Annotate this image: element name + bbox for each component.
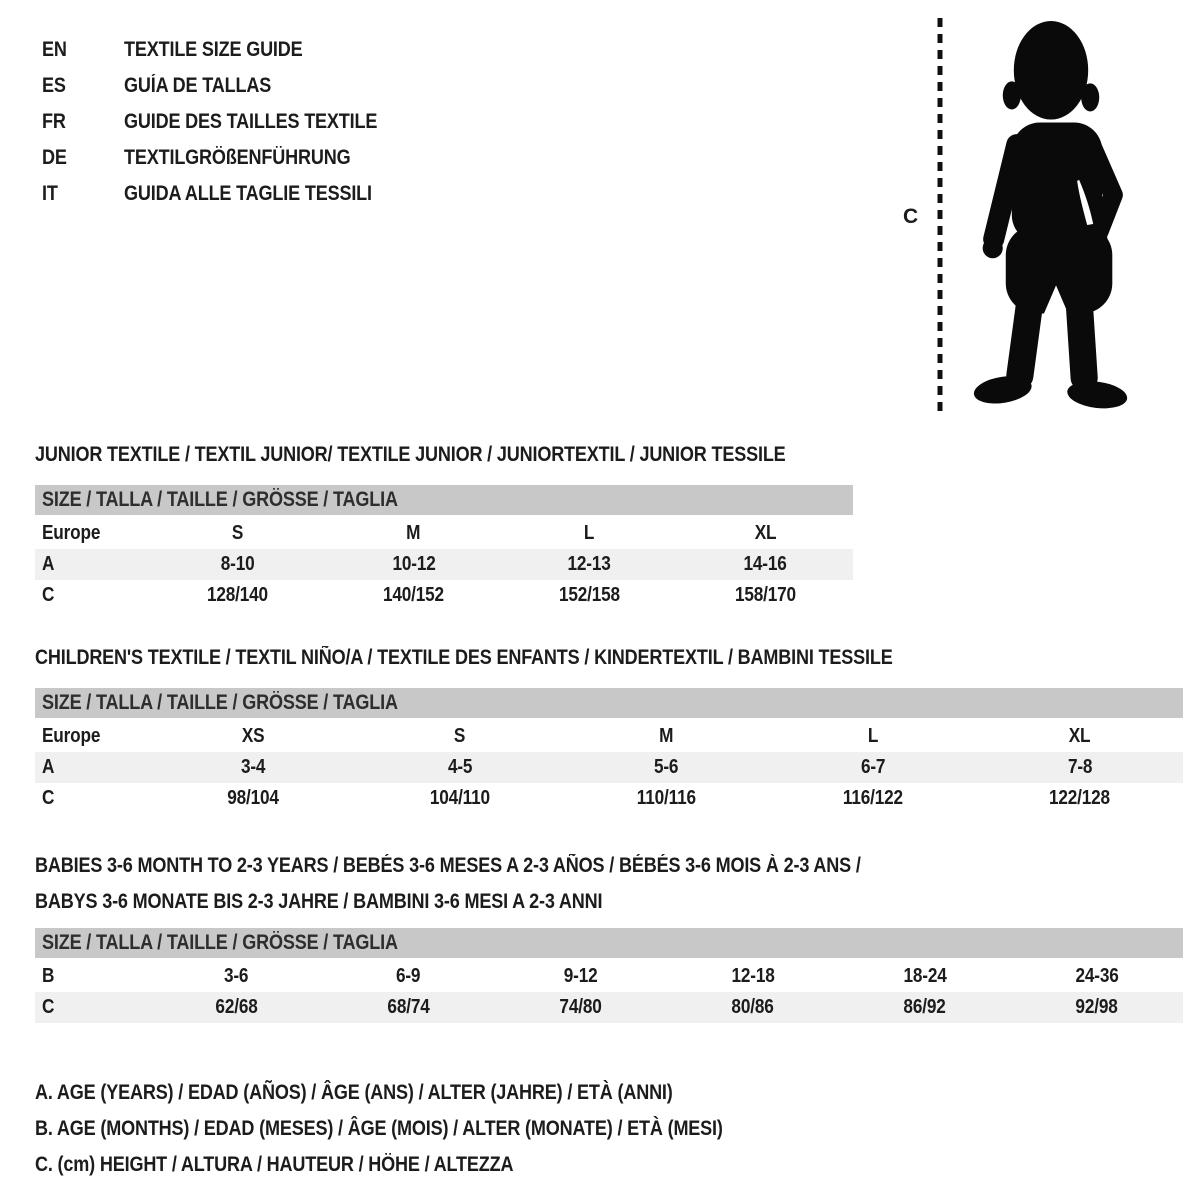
row-label: Europe xyxy=(42,522,101,544)
cell-value: 110/116 xyxy=(636,787,697,809)
legend-line-a xyxy=(35,1075,1183,1111)
cell-value: XL xyxy=(754,522,776,544)
row-label: C xyxy=(42,787,55,809)
size-table-children xyxy=(35,721,1183,814)
cell-value: 12-18 xyxy=(731,965,775,987)
cell-value: 122/128 xyxy=(1049,787,1111,809)
measure-label-c: C xyxy=(903,205,919,228)
section-title-line2 xyxy=(35,884,1183,920)
cell-value: 5-6 xyxy=(654,756,679,778)
table-row xyxy=(35,992,1183,1023)
table-cell xyxy=(563,787,770,810)
table-cell xyxy=(770,725,977,748)
cell-value: 9-12 xyxy=(563,965,598,987)
size-header-bar xyxy=(35,485,853,515)
table-row xyxy=(35,549,853,580)
table-cell xyxy=(326,522,502,545)
table-cell xyxy=(322,965,494,988)
table-cell xyxy=(976,756,1183,779)
cell-value: 14-16 xyxy=(743,553,787,575)
cell-value: 80/86 xyxy=(731,996,774,1018)
cell-value: 3-6 xyxy=(223,965,249,987)
table-row xyxy=(35,518,853,549)
cell-value: 24-36 xyxy=(1075,965,1119,987)
legend-line-c xyxy=(35,1147,1183,1183)
cell-value: L xyxy=(584,522,595,544)
table-cell xyxy=(976,787,1183,810)
table-row xyxy=(35,721,1183,752)
cell-value: 18-24 xyxy=(903,965,947,987)
section-babies-textile xyxy=(35,848,1183,1023)
cell-value: 7-8 xyxy=(1067,756,1092,778)
legend xyxy=(35,1075,1183,1183)
legend-text: C. (cm) HEIGHT / ALTURA / HAUTEUR / HÖHE / ALTEZZA xyxy=(35,1153,514,1176)
cell-value: 116/122 xyxy=(843,787,904,809)
language-code: ES xyxy=(42,74,66,97)
height-measure-figure xyxy=(903,16,1137,418)
table-cell xyxy=(563,725,770,748)
size-header-text: SIZE / TALLA / TAILLE / GRÖSSE / TAGLIA xyxy=(42,488,398,511)
size-header-bar xyxy=(35,688,1183,718)
table-cell xyxy=(839,965,1011,988)
cell-value: XL xyxy=(1068,725,1091,747)
cell-value: 8-10 xyxy=(220,553,255,575)
cell-value: 98/104 xyxy=(227,787,280,809)
language-code: FR xyxy=(42,110,66,133)
cell-value: 4-5 xyxy=(447,756,473,778)
table-cell xyxy=(150,756,357,779)
table-cell xyxy=(1011,996,1183,1019)
row-label: A xyxy=(42,756,55,778)
cell-value: 86/92 xyxy=(903,996,946,1018)
table-cell xyxy=(1011,965,1183,988)
cell-value: 3-4 xyxy=(241,756,266,778)
table-cell xyxy=(150,522,326,545)
table-cell xyxy=(677,584,853,607)
table-cell xyxy=(322,996,494,1019)
table-cell xyxy=(150,553,326,576)
cell-value: L xyxy=(867,725,879,747)
table-cell xyxy=(150,725,357,748)
section-title-text: BABYS 3-6 MONATE BIS 2-3 JAHRE / BAMBINI 3-6 MESI A 2-3 ANNI xyxy=(35,890,603,913)
table-row xyxy=(35,783,1183,814)
table-row xyxy=(35,961,1183,992)
table-cell xyxy=(502,584,678,607)
cell-value: 12-13 xyxy=(567,553,611,575)
row-label: C xyxy=(42,584,55,606)
cell-value: 140/152 xyxy=(383,584,445,606)
size-header-bar xyxy=(35,928,1183,958)
cell-value: 128/140 xyxy=(207,584,269,606)
section-title xyxy=(35,437,1183,473)
size-table-babies xyxy=(35,961,1183,1023)
table-cell xyxy=(150,996,322,1019)
language-title: GUÍA DE TALLAS xyxy=(123,74,271,97)
language-title: TEXTILGRÖßENFÜHRUNG xyxy=(123,146,351,169)
table-cell xyxy=(494,965,666,988)
size-header-text: SIZE / TALLA / TAILLE / GRÖSSE / TAGLIA xyxy=(42,691,398,714)
legend-text: A. AGE (YEARS) / EDAD (AÑOS) / ÂGE (ANS) / ALTER (JAHRE) / ETÀ (ANNI) xyxy=(35,1081,673,1104)
section-children-textile xyxy=(35,640,1183,814)
table-cell xyxy=(494,996,666,1019)
language-code: DE xyxy=(42,146,67,169)
table-cell xyxy=(357,756,564,779)
language-title: GUIDA ALLE TAGLIE TESSILI xyxy=(123,182,372,205)
cell-value: 62/68 xyxy=(214,996,258,1018)
table-cell xyxy=(326,553,502,576)
cell-value: S xyxy=(232,522,244,544)
cell-value: 10-12 xyxy=(392,553,436,575)
section-title-text: JUNIOR TEXTILE / TEXTIL JUNIOR/ TEXTILE JUNIOR / JUNIORTEXTIL / JUNIOR TESSILE xyxy=(35,443,786,466)
table-cell xyxy=(502,553,678,576)
height-dashed-line xyxy=(937,18,943,416)
cell-value: XS xyxy=(241,725,265,747)
table-cell xyxy=(667,965,839,988)
table-cell xyxy=(150,965,322,988)
section-title-text: CHILDREN'S TEXTILE / TEXTIL NIÑO/A / TEXTILE DES ENFANTS / KINDERTEXTIL / BAMBINI TESSILE xyxy=(35,646,893,669)
table-cell xyxy=(677,522,853,545)
table-row xyxy=(35,580,853,611)
section-title xyxy=(35,848,1183,884)
row-label: B xyxy=(42,965,55,987)
table-cell xyxy=(667,996,839,1019)
table-row xyxy=(35,752,1183,783)
cell-value: M xyxy=(659,725,674,747)
table-cell xyxy=(150,787,357,810)
table-cell xyxy=(563,756,770,779)
row-label: Europe xyxy=(42,725,101,747)
table-cell xyxy=(770,787,977,810)
table-cell xyxy=(976,725,1183,748)
table-cell xyxy=(357,725,564,748)
legend-line-b xyxy=(35,1111,1183,1147)
table-cell xyxy=(502,522,678,545)
language-title: GUIDE DES TAILLES TEXTILE xyxy=(123,110,378,133)
legend-text: B. AGE (MONTHS) / EDAD (MESES) / ÂGE (MOIS) / ALTER (MONATE) / ETÀ (MESI) xyxy=(35,1117,723,1140)
section-junior-textile xyxy=(35,437,1183,611)
language-title: TEXTILE SIZE GUIDE xyxy=(123,38,303,61)
table-cell xyxy=(150,584,326,607)
cell-value: 158/170 xyxy=(734,584,796,606)
section-title-text: BABIES 3-6 MONTH TO 2-3 YEARS / BEBÉS 3-6 MESES A 2-3 AÑOS / BÉBÉS 3-6 MOIS À 2-3 ANS / xyxy=(35,854,861,877)
table-cell xyxy=(326,584,502,607)
baby-silhouette-icon xyxy=(965,16,1137,418)
cell-value: 104/110 xyxy=(429,787,490,809)
cell-value: 6-9 xyxy=(396,965,421,987)
section-title xyxy=(35,640,1183,676)
cell-value: M xyxy=(406,522,421,544)
size-table-junior xyxy=(35,518,853,611)
language-code: IT xyxy=(42,182,58,205)
row-label: A xyxy=(42,553,55,575)
table-cell xyxy=(770,756,977,779)
table-cell xyxy=(357,787,564,810)
cell-value: 152/158 xyxy=(558,584,620,606)
table-cell xyxy=(839,996,1011,1019)
cell-value: 74/80 xyxy=(559,996,602,1018)
size-header-text: SIZE / TALLA / TAILLE / GRÖSSE / TAGLIA xyxy=(42,931,398,954)
cell-value: 68/74 xyxy=(387,996,430,1018)
table-cell xyxy=(677,553,853,576)
language-code: EN xyxy=(42,38,67,61)
cell-value: S xyxy=(454,725,466,747)
row-label: C xyxy=(42,996,55,1018)
cell-value: 92/98 xyxy=(1075,996,1119,1018)
cell-value: 6-7 xyxy=(860,756,886,778)
